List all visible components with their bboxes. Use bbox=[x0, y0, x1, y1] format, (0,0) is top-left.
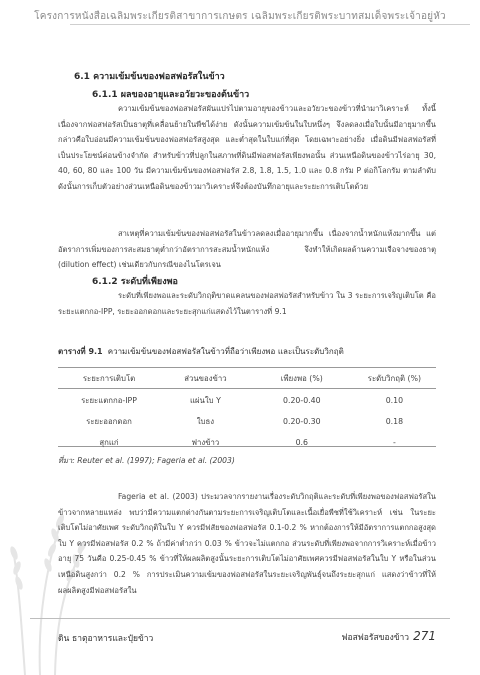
footer-book-title: ดิน ธาตุอาหารและปุ๋ยข้าว bbox=[58, 634, 154, 644]
cell-part: ใบธง bbox=[196, 416, 215, 426]
paragraph-sufficient-level: ระดับที่เพียงพอและระดับวิกฤติขาดแคลนของฟอสฟอรัสสำหรับข้าว ใน 3 ระยะการเจริญเติบโต คือ ระยะแตกกอ-IPP, ระยะออกดอกและระยะสุกแก่แสดงไว้ในตารางที่ 9.1 bbox=[58, 291, 436, 316]
phosphorus-table bbox=[58, 368, 436, 453]
section-heading-6-1: 6.1 ความเข้มข้นของฟอสฟอรัสในข้าว bbox=[74, 72, 225, 82]
cell-critical: 0.10 bbox=[385, 396, 404, 405]
table-row bbox=[58, 411, 436, 432]
col-header-critical: ระดับวิกฤติ (%) bbox=[367, 374, 422, 383]
footer-divider bbox=[30, 618, 450, 619]
subsection-heading-6-1-2: 6.1.2 ระดับที่เพียงพอ bbox=[92, 277, 178, 287]
page-number: 271 bbox=[413, 629, 436, 643]
header-divider bbox=[70, 24, 470, 25]
cell-stage: ระยะออกดอก bbox=[86, 416, 132, 426]
cell-stage: สุกแก่ bbox=[99, 437, 119, 447]
cell-stage: ระยะแตกกอ-IPP bbox=[81, 395, 137, 405]
table-row bbox=[58, 432, 436, 453]
table-source-note: ที่มา: Reuter et al. (1997); Fageria et al. (2003) bbox=[58, 456, 235, 465]
table-caption: ตารางที่ 9.1 ความเข้มข้นของฟอสฟอรัสในข้าวที่ถือว่าเพียงพอ และเป็นระดับวิกฤติ bbox=[58, 347, 344, 356]
col-header-stage: ระยะการเติบโต bbox=[82, 374, 136, 383]
cell-sufficient: 0.20-0.30 bbox=[283, 417, 321, 426]
running-header: โครงการหนังสือเฉลิมพระเกียรติสาขาการเกษตร เฉลิมพระเกียรติพระบาทสมเด็จพระเจ้าอยู่หัว bbox=[34, 11, 446, 22]
cell-critical: - bbox=[392, 438, 396, 447]
paragraph-age-organ: ความเข้มข้นของฟอสฟอรัสผันแปรไปตามอายุของข้าวและอวัยวะของข้าวที่นำมาวิเคราะห์ ทั้งนี้เนื่องจากฟอสฟอรัสเป็นธาตุที่เคลื่อนย้ายในพืชได้ง่าย ดังนั้นความเข้มข้นในใบหนึ่งๆ จึงลดลงเมื่อใบนั้นมีอายุมากขึ้น กล่าวคือใบอ่อนมีความเข้มข้นของฟอสฟอรัสสูงสุด และต่ำสุดในใบแก่ที่สุด โดยเฉพาะอย่างยิ่ง เมื่อดินมีฟอสฟอรัสที่เป็นประโยชน์ค่อนข้างจำกัด สำหรับข้าวที่ปลูกในสภาพที่ดินมีฟอสฟอรัสเพียงพอนั้น ส่วนเหนือดินของข้าวไร่อายุ 30, 40, 60, 80 และ 100 วัน มีความเข้มข้นของฟอสฟอรัส 2.8, 1.8, 1.5, 1.0 และ 0.8 กรัม P ต่อกิโลกรัม ตามลำดับ ดังนั้นการเก็บตัวอย่างส่วนเหนือดินของข้าวมาวิเคราะห์จึงต้องบันทึกอายุและระยะการเติบโตด้วย bbox=[58, 104, 436, 191]
cell-part: แผ่นใบ Y bbox=[189, 395, 221, 405]
cell-sufficient: 0.20-0.40 bbox=[283, 396, 321, 405]
cell-sufficient: 0.6 bbox=[295, 438, 308, 447]
paragraph-fageria: Fageria et al. (2003) ประมวลจากรายงานเรื่องระดับวิกฤติและระดับที่เพียงพอของฟอสฟอรัสในข้าวจากหลายแหล่ง พบว่ามีความแตกต่างกันตามระยะการเจริญเติบโตและเนื้อเยื่อพืชที่ใช้วิเคราะห์ เช่น ในระยะเติบโตไม่อาศัยเพศ ระดับวิกฤติในใบ Y ควรมีฟสัยของฟอสฟอรัส 0.1-0.2 % หากต้องการให้มีอัตราการแตกกอสูงสุดใบ Y ควรมีฟอสฟอรัส 0.2 % ถ้ามีค่าต่ำกว่า 0.03 % ข้าวจะไม่แตกกอ ส่วนระดับที่เพียงพอจากการวิเคราะห์เมื่อข้าวอายุ 75 วันคือ 0.25-0.45 % ข้าวที่ให้ผลผลิตสูงนั้นระยะการเติบโตไม่อาศัยเพศควรมีฟอสฟอรัสในใบ Y หรือในส่วนเหนือดินสูงกว่า 0.2 % การประเมินความเข้มของฟอสฟอรัสในระยะเจริญพันธุ์จนถึงระยะสุกแก่ แสดงว่าข้าวที่ให้ผลผลิตสูงมีฟอสฟอรัสใน bbox=[58, 492, 436, 595]
col-header-sufficient: เพียงพอ (%) bbox=[280, 374, 323, 383]
table-header-row bbox=[58, 368, 436, 390]
subsection-heading-6-1-1: 6.1.1 ผลของอายุและอวัยวะของต้นข้าว bbox=[92, 90, 250, 100]
footer-chapter: ฟอสฟอรัสของข้าว 271 bbox=[341, 629, 436, 643]
paragraph-dilution: สาเหตุที่ความเข้มข้นของฟอสฟอรัสในข้าวลดลงเมื่ออายุมากขึ้น เนื่องจากน้ำหนักแห้งมากขึ้น แต่อัตราการเพิ่มของการสะสมธาตุต่ำกว่าอัตราการสะสมน้ำหนักแห้ง จึงทำให้เกิดผลด้านความเจือจางของธาตุ (dilution effect) เช่นเดียวกับกรณีของไนโตรเจน bbox=[58, 229, 436, 270]
col-header-part: ส่วนของข้าว bbox=[184, 374, 227, 383]
table-row bbox=[58, 390, 436, 411]
cell-critical: 0.18 bbox=[385, 417, 404, 426]
cell-part: ฟางข้าว bbox=[191, 437, 220, 447]
